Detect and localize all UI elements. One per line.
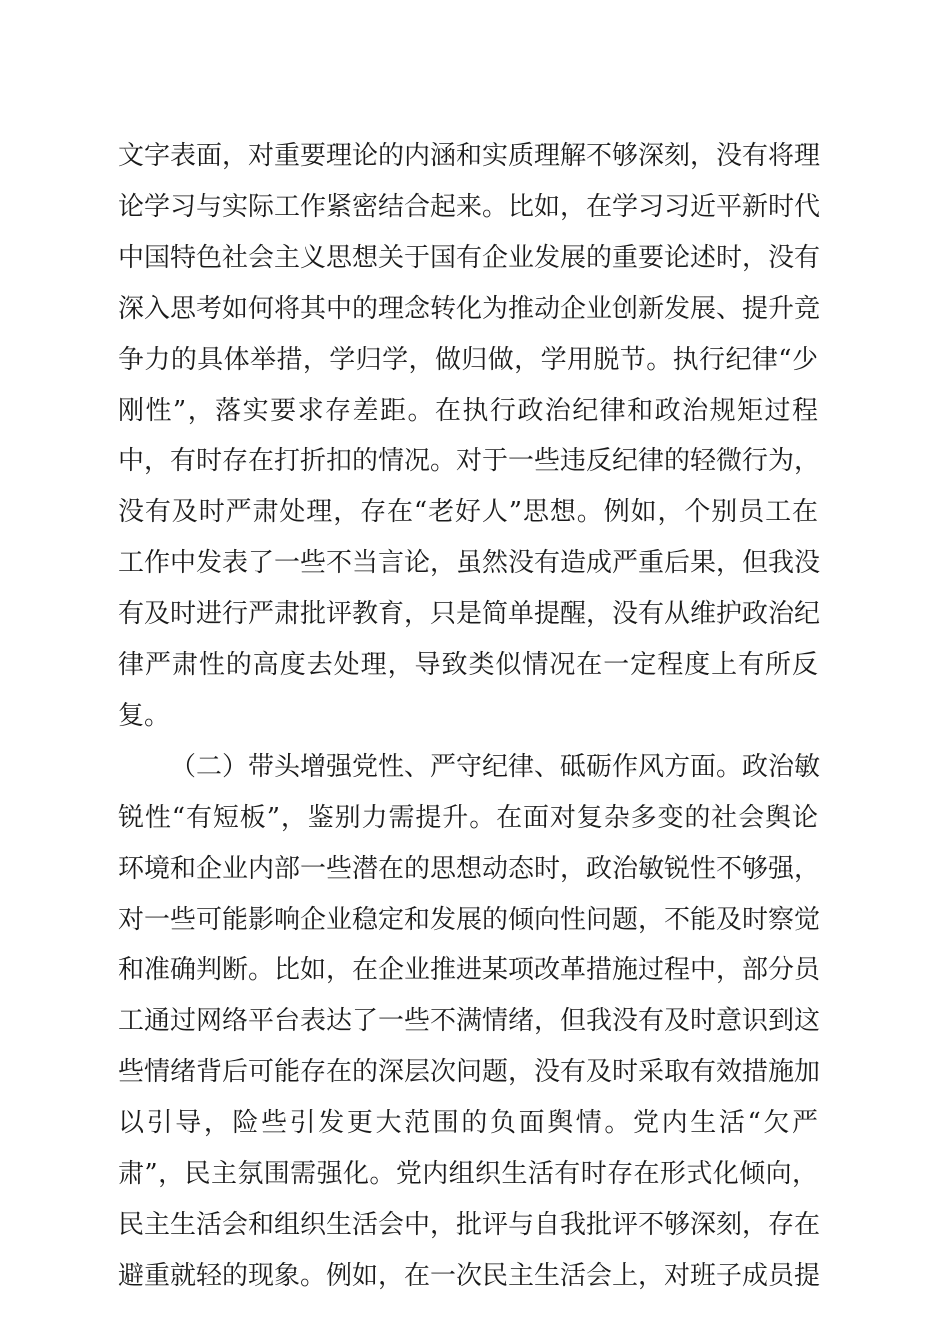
text-line: 锐性“有短板”，鉴别力需提升。在面对复杂多变的社会舆论 xyxy=(118,803,818,833)
text-line: 刚性”，落实要求存差距。在执行政治纪律和政治规矩过程 xyxy=(118,396,818,426)
text-line: 工通过网络平台表达了一些不满情绪，但我没有及时意识到这 xyxy=(118,1006,821,1036)
text-line: 律严肃性的高度去处理，导致类似情况在一定程度上有所反 xyxy=(118,650,818,680)
text-line: 文字表面，对重要理论的内涵和实质理解不够深刻，没有将理 xyxy=(118,141,821,171)
text-line: 复。 xyxy=(118,701,171,731)
text-line: 些情绪背后可能存在的深层次问题，没有及时采取有效措施加 xyxy=(118,1057,821,1087)
text-line: 工作中发表了一些不当言论，虽然没有造成严重后果，但我没 xyxy=(118,548,821,578)
text-line: 论学习与实际工作紧密结合起来。比如，在学习习近平新时代 xyxy=(118,192,821,222)
text-line: 有及时进行严肃批评教育，只是简单提醒，没有从维护政治纪 xyxy=(118,599,821,629)
text-line: 肃”，民主氛围需强化。党内组织生活有时存在形式化倾向， xyxy=(118,1159,818,1189)
text-line: 民主生活会和组织生活会中，批评与自我批评不够深刻，存在 xyxy=(118,1210,821,1240)
text-line: 深入思考如何将其中的理念转化为推动企业创新发展、提升竞 xyxy=(118,294,821,324)
text-line: 以引导，险些引发更大范围的负面舆情。党内生活“欠严 xyxy=(118,1108,818,1138)
text-line: 对一些可能影响企业稳定和发展的倾向性问题，不能及时察觉 xyxy=(118,905,821,935)
text-line: 避重就轻的现象。例如，在一次民主生活会上，对班子成员提 xyxy=(118,1261,821,1291)
text-line: 环境和企业内部一些潜在的思想动态时，政治敏锐性不够强， xyxy=(118,854,821,884)
text-line: 争力的具体举措，学归学，做归做，学用脱节。执行纪律“少 xyxy=(118,345,818,375)
section-heading-line: （二）带头增强党性、严守纪律、砥砺作风方面。政治敏 xyxy=(170,752,821,782)
text-line: 中，有时存在打折扣的情况。对于一些违反纪律的轻微行为， xyxy=(118,446,821,476)
text-line: 和准确判断。比如，在企业推进某项改革措施过程中，部分员 xyxy=(118,955,821,985)
text-line: 中国特色社会主义思想关于国有企业发展的重要论述时，没有 xyxy=(118,243,821,273)
text-line: 没有及时严肃处理，存在“老好人”思想。例如，个别员工在 xyxy=(118,497,818,527)
